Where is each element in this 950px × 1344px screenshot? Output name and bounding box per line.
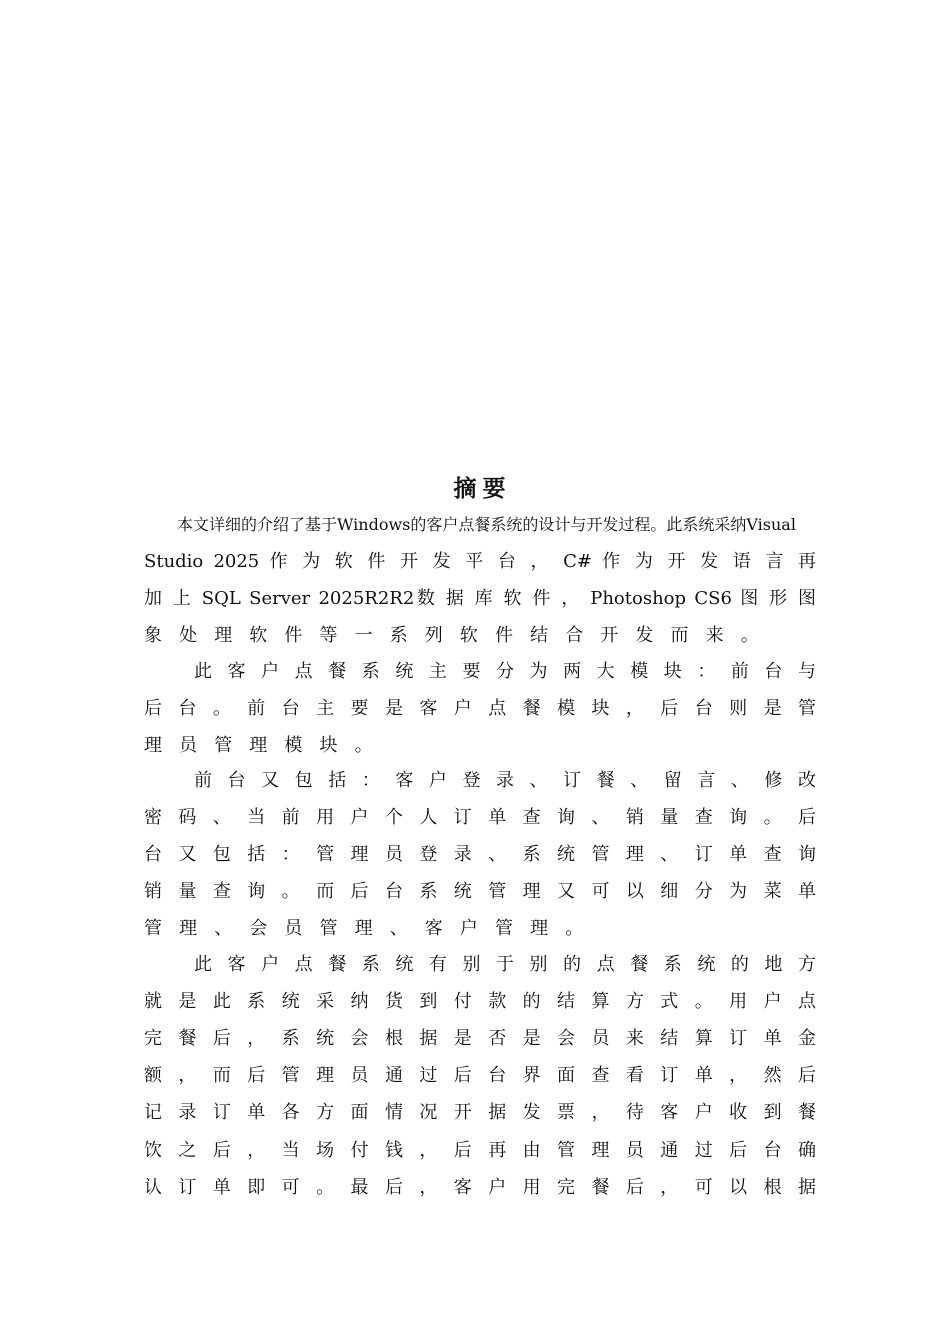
paragraph-line: 额 ， 而 后 管 理 员 通 过 后 台 界 面 查 看 订 单 ， 然 后 (144, 1065, 816, 1086)
paragraph-line: 加 上 SQL Server 2025R2R2数 据 库 软 件 ， Photoshop CS6 图 形 图 (144, 588, 816, 609)
paragraph-line: 前 台 又 包 括 ： 客 户 登 录 、 订 餐 、 留 言 、 修 改 (194, 770, 816, 791)
paragraph-line: Studio 2025 作 为 软 件 开 发 平 台 ， C# 作 为 开 发 语 言 再 (144, 551, 816, 572)
paragraph-line: 台 又 包 括 ： 管 理 员 登 录 、 系 统 管 理 、 订 单 查 询 (144, 844, 816, 865)
paragraph-line: 饮 之 后 ， 当 场 付 钱 ， 后 再 由 管 理 员 通 过 后 台 确 (144, 1140, 816, 1161)
paragraph-line: 管理、会员管理、客户管理。 (144, 918, 601, 939)
paragraph-line: 本文详细的介绍了基于Windows的客户点餐系统的设计与开发过程。此系统采纳Visual (177, 515, 796, 534)
paragraph-line: 象处理软件等一系列软件结合开发而来。 (144, 625, 776, 646)
paragraph-line: 销 量 查 询 。 而 后 台 系 统 管 理 又 可 以 细 分 为 菜 单 (144, 881, 816, 902)
paragraph-line: 认 订 单 即 可 。 最 后 ， 客 户 用 完 餐 后 ， 可 以 根 据 (144, 1177, 816, 1198)
paragraph-line: 密 码 、 当 前 用 户 个 人 订 单 查 询 、 销 量 查 询 。 后 (144, 807, 816, 828)
paragraph-line: 后 台 。 前 台 主 要 是 客 户 点 餐 模 块 ， 后 台 则 是 管 (144, 698, 816, 719)
paragraph-line: 理员管理模块。 (144, 735, 390, 756)
paragraph-line: 就 是 此 系 统 采 纳 货 到 付 款 的 结 算 方 式 。 用 户 点 (144, 991, 816, 1012)
paragraph-line: 此 客 户 点 餐 系 统 主 要 分 为 两 大 模 块 ： 前 台 与 (194, 661, 816, 682)
paragraph-line: 完 餐 后 ， 系 统 会 根 据 是 否 是 会 员 来 结 算 订 单 金 (144, 1028, 816, 1049)
paragraph-line: 此 客 户 点 餐 系 统 有 别 于 别 的 点 餐 系 统 的 地 方 (194, 954, 816, 975)
paragraph-line: 记 录 订 单 各 方 面 情 况 开 据 发 票 ， 待 客 户 收 到 餐 (144, 1102, 816, 1123)
abstract-title: 摘要 (453, 476, 512, 502)
